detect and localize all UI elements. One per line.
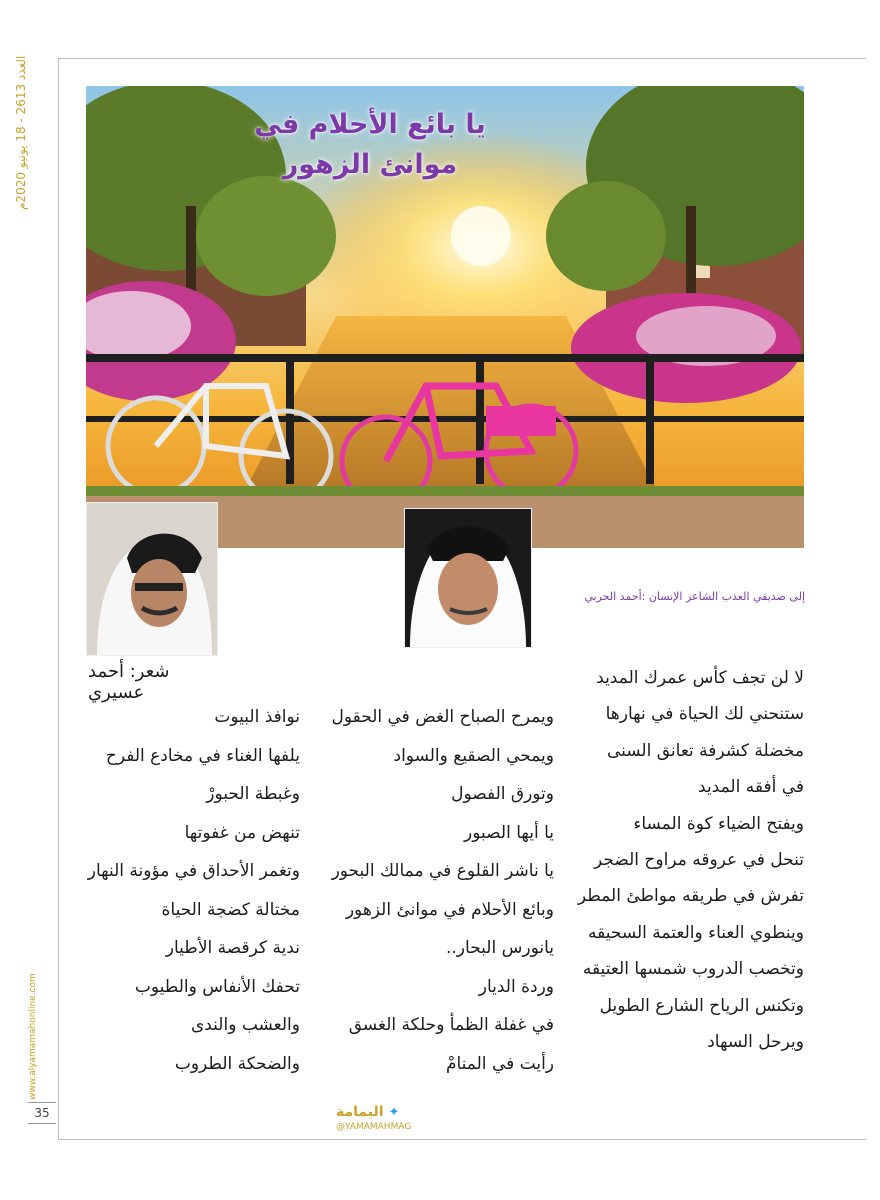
poem-line: وغبطة الحبورْ bbox=[206, 784, 300, 804]
page-number: 35 bbox=[28, 1102, 56, 1124]
article-title-line2: موانئ الزهور bbox=[282, 149, 458, 180]
poem-line: وبائع الأحلام في موانئ الزهور bbox=[345, 899, 554, 920]
poem-line: وتورق الفصول bbox=[451, 784, 554, 804]
poem-column-left bbox=[70, 698, 300, 1083]
dedicatee-portrait bbox=[404, 508, 532, 648]
poet-credit: شعر: أحمد عسيري bbox=[88, 661, 170, 703]
poem-line: رأيت في المنامْ bbox=[445, 1053, 554, 1074]
poem-line: وينطوي العناء والعتمة السحيقه bbox=[588, 922, 804, 943]
poem-line: ويفتح الضياء كوة المساء bbox=[633, 813, 804, 834]
poem-line: ندية كرقصة الأطيار bbox=[165, 938, 300, 958]
poem-line: والضحكة الطروب bbox=[174, 1053, 300, 1074]
poem-line: تنهض من غفوتها bbox=[184, 822, 300, 843]
article-title-line1: يا بائع الأحلام في bbox=[254, 109, 486, 140]
poem-column-right bbox=[554, 660, 804, 1060]
poem-line: والعشب والندى bbox=[190, 1015, 300, 1035]
poem-line: مختالة كضجة الحياة bbox=[161, 899, 300, 920]
article-title bbox=[230, 105, 510, 185]
poem-line: نوافذ البيوت bbox=[214, 707, 300, 727]
poet-portrait bbox=[86, 502, 218, 656]
magazine-brand[interactable] bbox=[336, 1104, 426, 1133]
poem-line: تنحل في عروقه مراوح الضجر bbox=[594, 849, 804, 870]
poem-line: يلفها الغناء في مخادع الفرح bbox=[105, 745, 300, 766]
poem-line: ويمرح الصباح الغض في الحقول bbox=[331, 707, 554, 727]
brand-name bbox=[336, 1104, 426, 1121]
poem-line: يا أيها الصبور bbox=[464, 822, 554, 843]
poem-line: لا لن تجف كأس عمرك المديد bbox=[596, 668, 804, 688]
brand-handle: @YAMAMAHMAG bbox=[336, 1122, 412, 1132]
poem-line: في أفقه المديد bbox=[698, 777, 804, 798]
poem-line: وتخصب الدروب شمسها العتيقه bbox=[582, 959, 804, 980]
poem-line: وردة الديار bbox=[478, 976, 554, 997]
poem-line: وتغمر الأحداق في مؤونة النهار bbox=[87, 861, 300, 881]
brand-name-text: اليمامة bbox=[336, 1104, 384, 1120]
website-url[interactable]: www.alyamamahonline.com bbox=[28, 973, 38, 1100]
poem-line: في غفلة الظمأ وحلكة الغسق bbox=[348, 1015, 554, 1035]
bird-icon: ✦ bbox=[388, 1105, 400, 1120]
poem-line: ويرحل السهاد bbox=[707, 1031, 804, 1052]
poem-line: وتكنس الرياح الشارع الطويل bbox=[599, 995, 804, 1016]
issue-date-label: العدد 2613 - 18 يونيو 2020م bbox=[14, 55, 28, 210]
poem-line: ستنحني لك الحياة في نهارها bbox=[605, 704, 804, 725]
dedication-text: إلى صديقي العذب الشاعر الإنسان :أحمد الحربي bbox=[584, 590, 805, 603]
poem-column-middle bbox=[324, 698, 554, 1083]
poem-line: مخضلة كشرفة تعانق السنى bbox=[606, 740, 804, 761]
poem-line: ويمحي الصقيع والسواد bbox=[393, 745, 554, 766]
poem-line: تفرش في طريقه مواطئ المطر bbox=[577, 886, 804, 907]
poem-line: يا ناشر القلوع في ممالك البحور bbox=[331, 861, 554, 881]
poem-line: تحفك الأنفاس والطيوب bbox=[134, 976, 300, 997]
poem-line: يانورس البحار.. bbox=[446, 938, 554, 958]
